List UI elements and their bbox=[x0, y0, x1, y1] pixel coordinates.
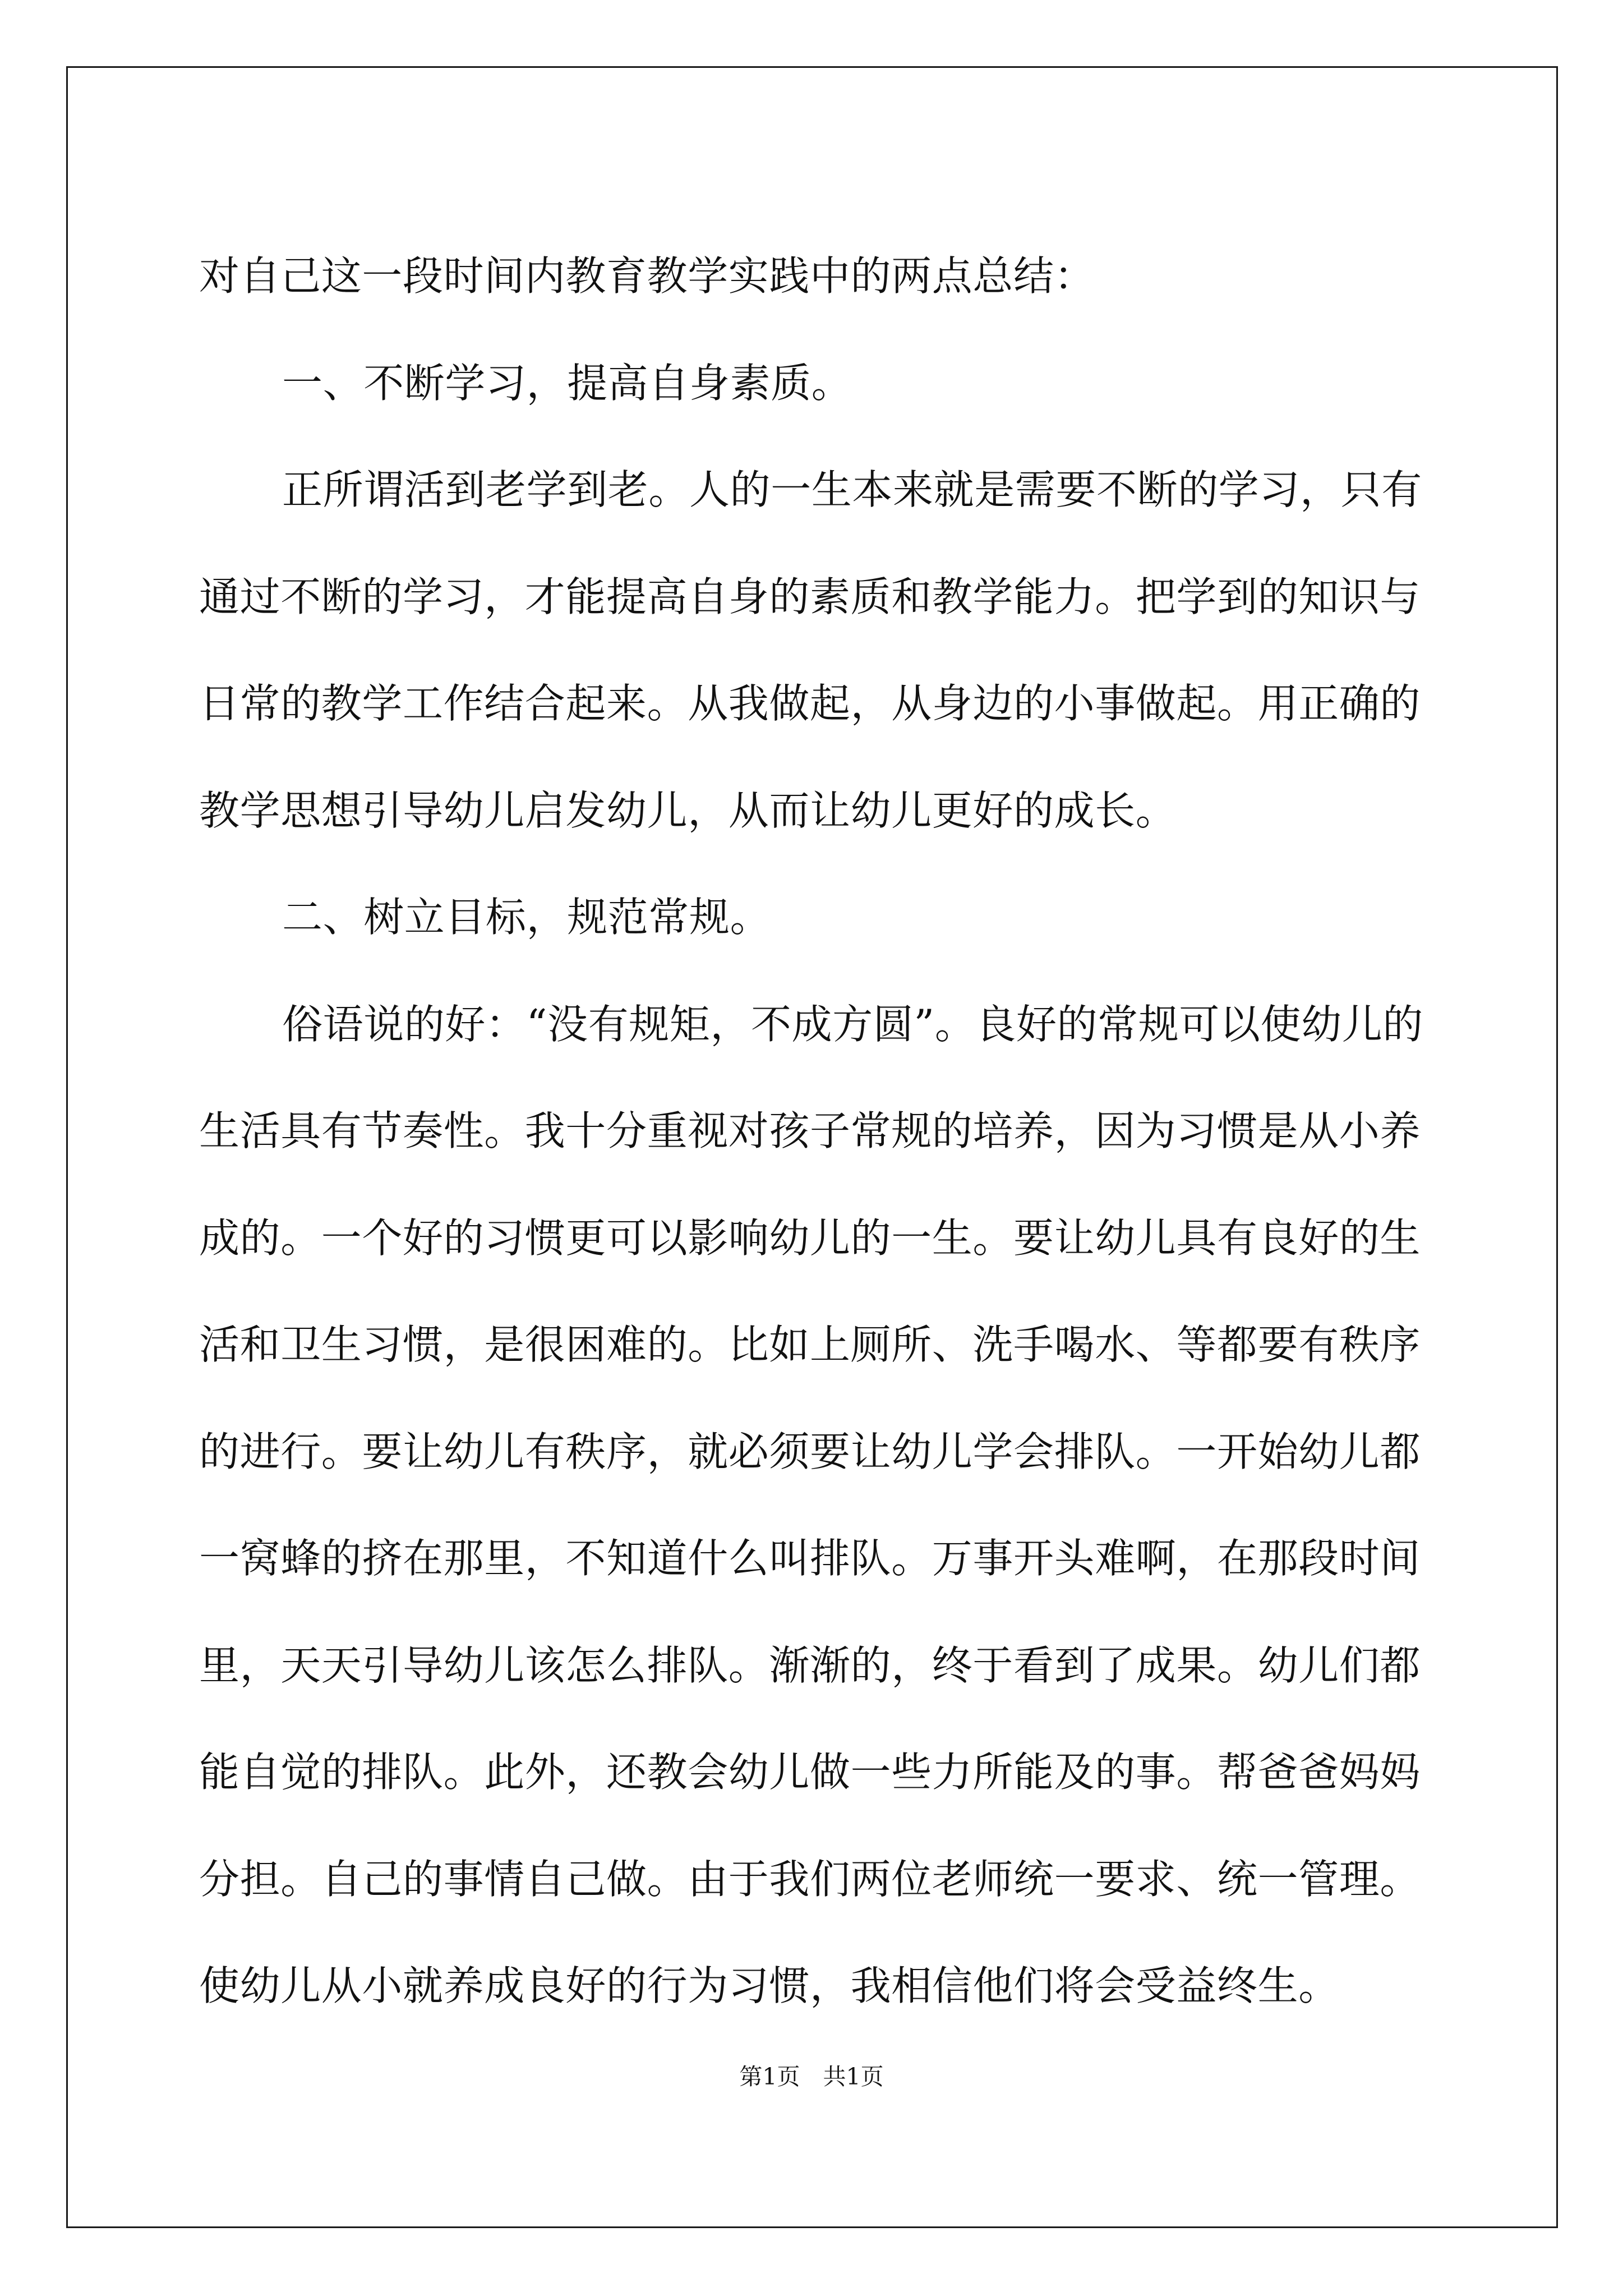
text-line: 一窝蜂的挤在那里，不知道什么叫排队。万事开头难啊，在那段时间 bbox=[199, 1535, 1421, 1582]
text-line: 二、树立目标，规范常规。 bbox=[282, 894, 771, 941]
text-line: 对自己这一段时间内教育教学实践中的两点总结： bbox=[199, 252, 1095, 300]
heading-section-one bbox=[199, 330, 1427, 437]
paragraph-section-two bbox=[199, 971, 1427, 2040]
text-line: 成的。一个好的习惯更可以影响幼儿的一生。要让幼儿具有良好的生 bbox=[199, 1214, 1421, 1262]
text-line: 通过不断的学习，才能提高自身的素质和教学能力。把学到的知识与 bbox=[199, 573, 1421, 620]
paragraph-intro bbox=[199, 223, 1427, 330]
text-line: 俗语说的好：“没有规矩，不成方圆”。良好的常规可以使幼儿的 bbox=[282, 1000, 1424, 1048]
paragraph-section-one bbox=[199, 436, 1427, 864]
text-line: 活和卫生习惯，是很困难的。比如上厕所、洗手喝水、等都要有秩序 bbox=[199, 1321, 1421, 1368]
text-line: 日常的教学工作结合起来。从我做起，从身边的小事做起。用正确的 bbox=[199, 680, 1421, 727]
document-body bbox=[199, 223, 1427, 2040]
text-line: 的进行。要让幼儿有秩序，就必须要让幼儿学会排队。一开始幼儿都 bbox=[199, 1428, 1421, 1475]
text-line: 生活具有节奏性。我十分重视对孩子常规的培养，因为习惯是从小养 bbox=[199, 1107, 1421, 1154]
heading-section-two bbox=[199, 864, 1427, 971]
text-line: 一、不断学习，提高自身素质。 bbox=[282, 359, 852, 407]
text-line: 使幼儿从小就养成良好的行为习惯，我相信他们将会受益终生。 bbox=[199, 1962, 1339, 2009]
text-line: 分担。自己的事情自己做。由于我们两位老师统一要求、统一管理。 bbox=[199, 1855, 1421, 1903]
text-line: 教学思想引导幼儿启发幼儿，从而让幼儿更好的成长。 bbox=[199, 786, 1177, 834]
page-number-footer: 第1页 共1页 bbox=[739, 2063, 884, 2090]
text-line: 里，天天引导幼儿该怎么排队。渐渐的，终于看到了成果。幼儿们都 bbox=[199, 1641, 1421, 1689]
text-line: 能自觉的排队。此外，还教会幼儿做一些力所能及的事。帮爸爸妈妈 bbox=[199, 1749, 1421, 1796]
text-line: 正所谓活到老学到老。人的一生本来就是需要不断的学习，只有 bbox=[282, 466, 1422, 513]
